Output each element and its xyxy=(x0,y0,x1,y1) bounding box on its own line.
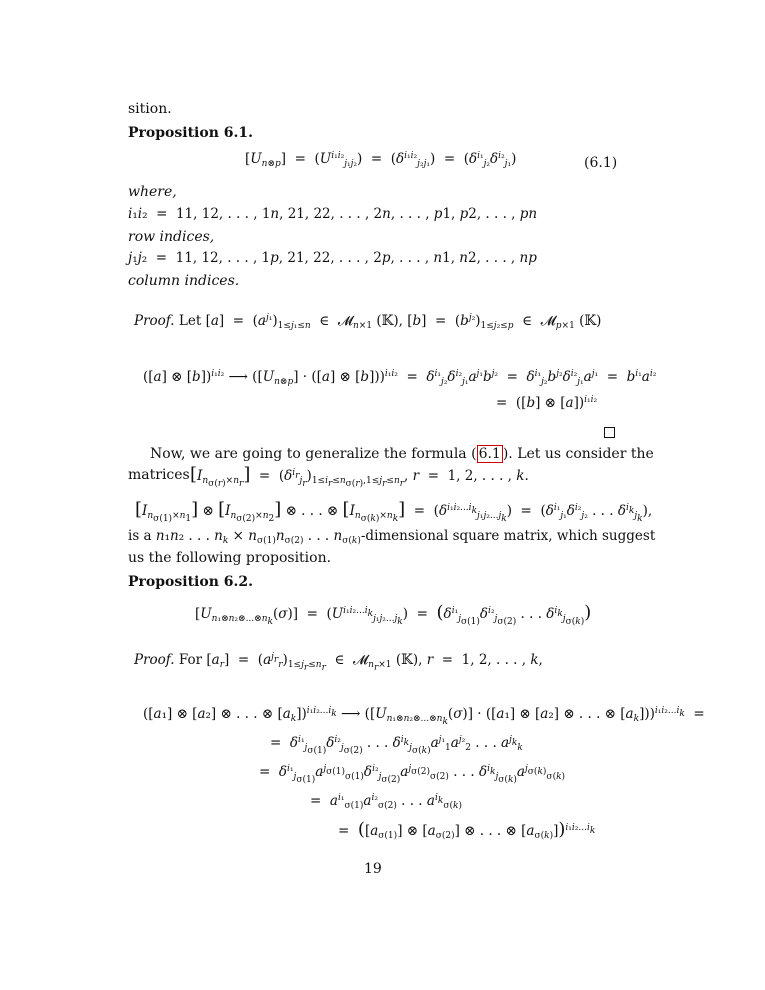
qed-symbol xyxy=(604,427,615,438)
proof-1-label: Proof. xyxy=(134,313,175,329)
equation-number: (6.1) xyxy=(584,155,618,171)
equation-6-2: $[U_{n_1\otimes n_2\otimes...\otimes n_k}(\sigma)] = (U^{i_1i_2...i_k}_{j_1j_2...j_k}) = (\delta^{i_1}_{j_{\sigma(1)}}\delta^{i_2}_{j_{\sigma(2)}}$ . . . $\delta^{i_k}_{j_{\sigma(k)}}$) xyxy=(195,602,592,628)
proof-2-line-5: = ($[a_{\sigma(1)}]$ ⊗ $[a_{\sigma(2)}]$ ⊗ . . . ⊗ $[a_{\sigma(k)}])^{i_1i_2...i_k}$ xyxy=(338,819,596,842)
page-number: 19 xyxy=(364,861,382,877)
proof-2-statement: Proof. For $[a_r] = (a^{j_r}_r)_{1\le j_r\le n_r}$ ∈ 𝓜$_{n_r\times 1}$ (𝕂), r = 1, 2, . . . , k, xyxy=(134,652,543,674)
proof-2-line-1: ([a₁] ⊗ [a₂] ⊗ . . . ⊗ $[a_k])^{i_1i_2...i_k}$ ⟶ ($[U_{n_1\otimes n_2\otimes...\otimes n_k}(\sigma)] \cdot ([a_1]$ ⊗ [a₂] ⊗ . . . ⊗ $[a_k]))^{i_1i_2...i_k}$ = xyxy=(143,706,705,728)
proof-1-line-2: = ([b] ⊗ [a])$^{i_1i_2}$ xyxy=(496,395,598,411)
row-index-sequence: i₁i₂ = 11, 12, . . . , 1n, 21, 22, . . . , 2n, . . . , p1, p2, . . . , pn xyxy=(128,206,538,222)
column-indices-label: column indices. xyxy=(128,273,240,289)
continued-text: sition. xyxy=(128,101,172,117)
matrices-word: matrices xyxy=(128,467,190,483)
where-label: where, xyxy=(128,184,177,200)
row-indices-label: row indices, xyxy=(128,229,215,245)
identity-matrices-definition: $[I_{n_{\sigma(r)}\times n_r}] = (\delta^{i_r}_{j_r})_{1\le i_r\le n_{\sigma(r)},1\le j_r\le n_r}$, r = 1, 2, . . . , k. xyxy=(190,464,529,490)
column-index-sequence: j₁j₂ = 11, 12, . . . , 1p, 21, 22, . . . , 2p, . . . , n1, n2, . . . , np xyxy=(128,250,537,266)
kronecker-product-equation: $[I_{n_{\sigma(1)}\times n_1}]$ ⊗ $[I_{n_{\sigma(2)}\times n_2}]$ ⊗ . . . ⊗ $[I_{n_{\sigma(k)}\times n_k}] = (\delta^{i_1i_2...i_k}_{j_1j_2...j_k}) = (\delta^{i_1}_{j_1}\delta^{i_2}_{j_2}$ . . . $\delta^{i_k}_{j_k}$), xyxy=(135,499,653,525)
proof-1-line-1: ([a] ⊗ [b])$^{i_1i_2}$ ⟶ ($[U_{n\otimes p}] \cdot ([a]$ ⊗ $[b]))^{i_1i_2} = \delta^{i_1}_{j_2}\delta^{i_2}_{j_1}a^{j_1}b^{j_2} = \delta^{i_1}_{j_2}b^{j_2}\delta^{i_2}_{j_1}a^{j_1} = b^{i_1}a^{i_2}$ xyxy=(143,369,657,388)
proof-2-line-4: = $a^{i_1}_{\sigma(1)}a^{i_2}_{\sigma(2)}$ . . . $a^{i_k}_{\sigma(k)}$ xyxy=(310,793,462,812)
proof-2-label: Proof. xyxy=(134,652,175,668)
proposition-6-2-heading: Proposition 6.2. xyxy=(128,574,253,590)
dimension-sentence: is a n₁n₂ . . . $n_k \times n_{\sigma(1)}n_{\sigma(2)}$ . . . $n_{\sigma(k)}$-dimensional square matrix, which suggest xyxy=(128,528,656,547)
proof-1-statement: Proof. Let $[a] = (a^{j_1})_{1\le j_1\le n}$ ∈ 𝓜$_{n\times 1}$ (𝕂), $[b] = (b^{j_2})_{1\le j_2\le p}$ ∈ 𝓜$_{p\times 1}$ (𝕂) xyxy=(134,313,602,332)
proposition-6-1-heading: Proposition 6.1. xyxy=(128,125,253,141)
equation-6-1: $[U_{n\otimes p}] = (U^{i_1i_2}_{j_1j_2}) = (\delta^{i_1i_2}_{j_2j_1}) = (\delta^{i_1}_{j_2}\delta^{i_2}_{j_1})$ xyxy=(245,151,517,170)
dimension-sentence-cont: us the following proposition. xyxy=(128,550,332,566)
equation-reference-link[interactable]: 6.1 xyxy=(478,446,501,462)
proof-2-line-3: = $\delta^{i_1}_{j_{\sigma(1)}}a^{j_{\sigma(1)}}_{\sigma(1)}\delta^{i_2}_{j_{\sigma(2)}}a^{j_{\sigma(2)}}_{\sigma(2)}$ . . . $\delta^{i_k}_{j_{\sigma(k)}}a^{j_{\sigma(k)}}_{\sigma(k)}$ xyxy=(259,764,566,786)
proof-2-line-2: = $\delta^{i_1}_{j_{\sigma(1)}}\delta^{i_2}_{j_{\sigma(2)}}$ . . . $\delta^{i_k}_{j_{\sigma(k)}}a^{j_1}_1a^{j_2}_2$ . . . $a^{j_k}_k$ xyxy=(270,735,523,757)
generalize-sentence: Now, we are going to generalize the formula ( 6.1 ). Let us consider the xyxy=(150,446,654,462)
